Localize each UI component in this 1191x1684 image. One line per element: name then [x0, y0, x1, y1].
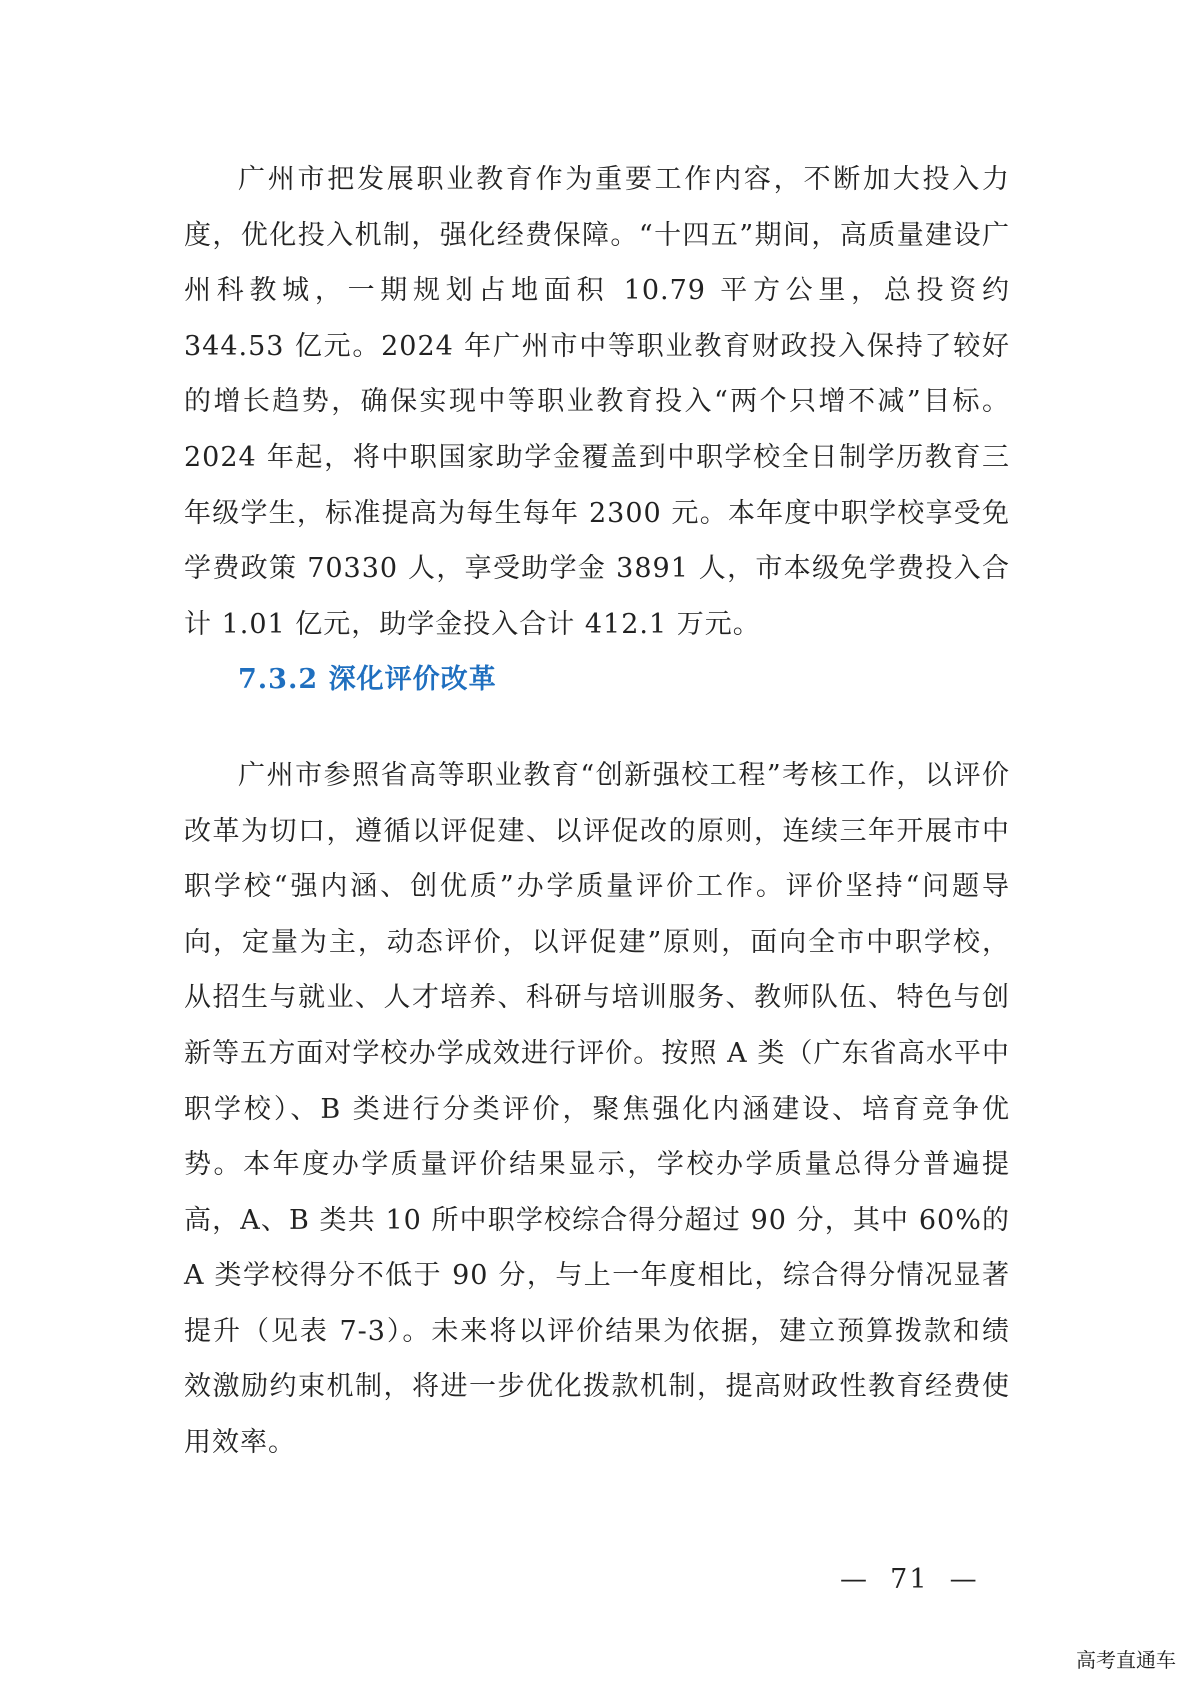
page-number: — 71 —	[840, 1564, 979, 1595]
page-content	[184, 152, 1010, 1471]
paragraph-evaluation-reform: 广州市参照省高等职业教育“创新强校工程”考核工作，以评价改革为切口，遵循以评促建、以评促改的原则，连续三年开展市中职学校“强内涵、创优质”办学质量评价工作。评价坚持“问题导向，定量为主，动态评价，以评促建”原则，面向全市中职学校，从招生与就业、人才培养、科研与培训服务、教师队伍、特色与创新等五方面对学校办学成效进行评价。按照 A 类（广东省高水平中职学校）、B 类进行分类评价，聚焦强化内涵建设、培育竞争优势。本年度办学质量评价结果显示，学校办学质量总得分普遍提高，A、B 类共 10 所中职学校综合得分超过 90 分，其中 60%的 A 类学校得分不低于 90 分，与上一年度相比，综合得分情况显著提升（见表 7-3）。未来将以评价结果为依据，建立预算拨款和绩效激励约束机制，将进一步优化拨款机制，提高财政性教育经费使用效率。	[184, 759, 1010, 1459]
section-heading	[184, 652, 1010, 708]
section-title: 深化评价改革	[328, 664, 497, 696]
watermark-label: 高考直通车	[1076, 1648, 1176, 1672]
section-spacer	[184, 708, 1010, 748]
paragraph-funding: 广州市把发展职业教育作为重要工作内容，不断加大投入力度，优化投入机制，强化经费保障。“十四五”期间，高质量建设广州科教城，一期规划占地面积 10.79 平方公里，总投资约 344.53 亿元。2024 年广州市中等职业教育财政投入保持了较好的增长趋势，确保实现中等职业教育投入“两个只增不减”目标。2024 年起，将中职国家助学金覆盖到中职学校全日制学历教育三年级学生，标准提高为每生每年 2300 元。本年度中职学校享受免学费政策 70330 人，享受助学金 3891 人，市本级免学费投入合计 1.01 亿元，助学金投入合计 412.1 万元。	[184, 164, 1010, 640]
section-number: 7.3.2	[238, 664, 319, 696]
